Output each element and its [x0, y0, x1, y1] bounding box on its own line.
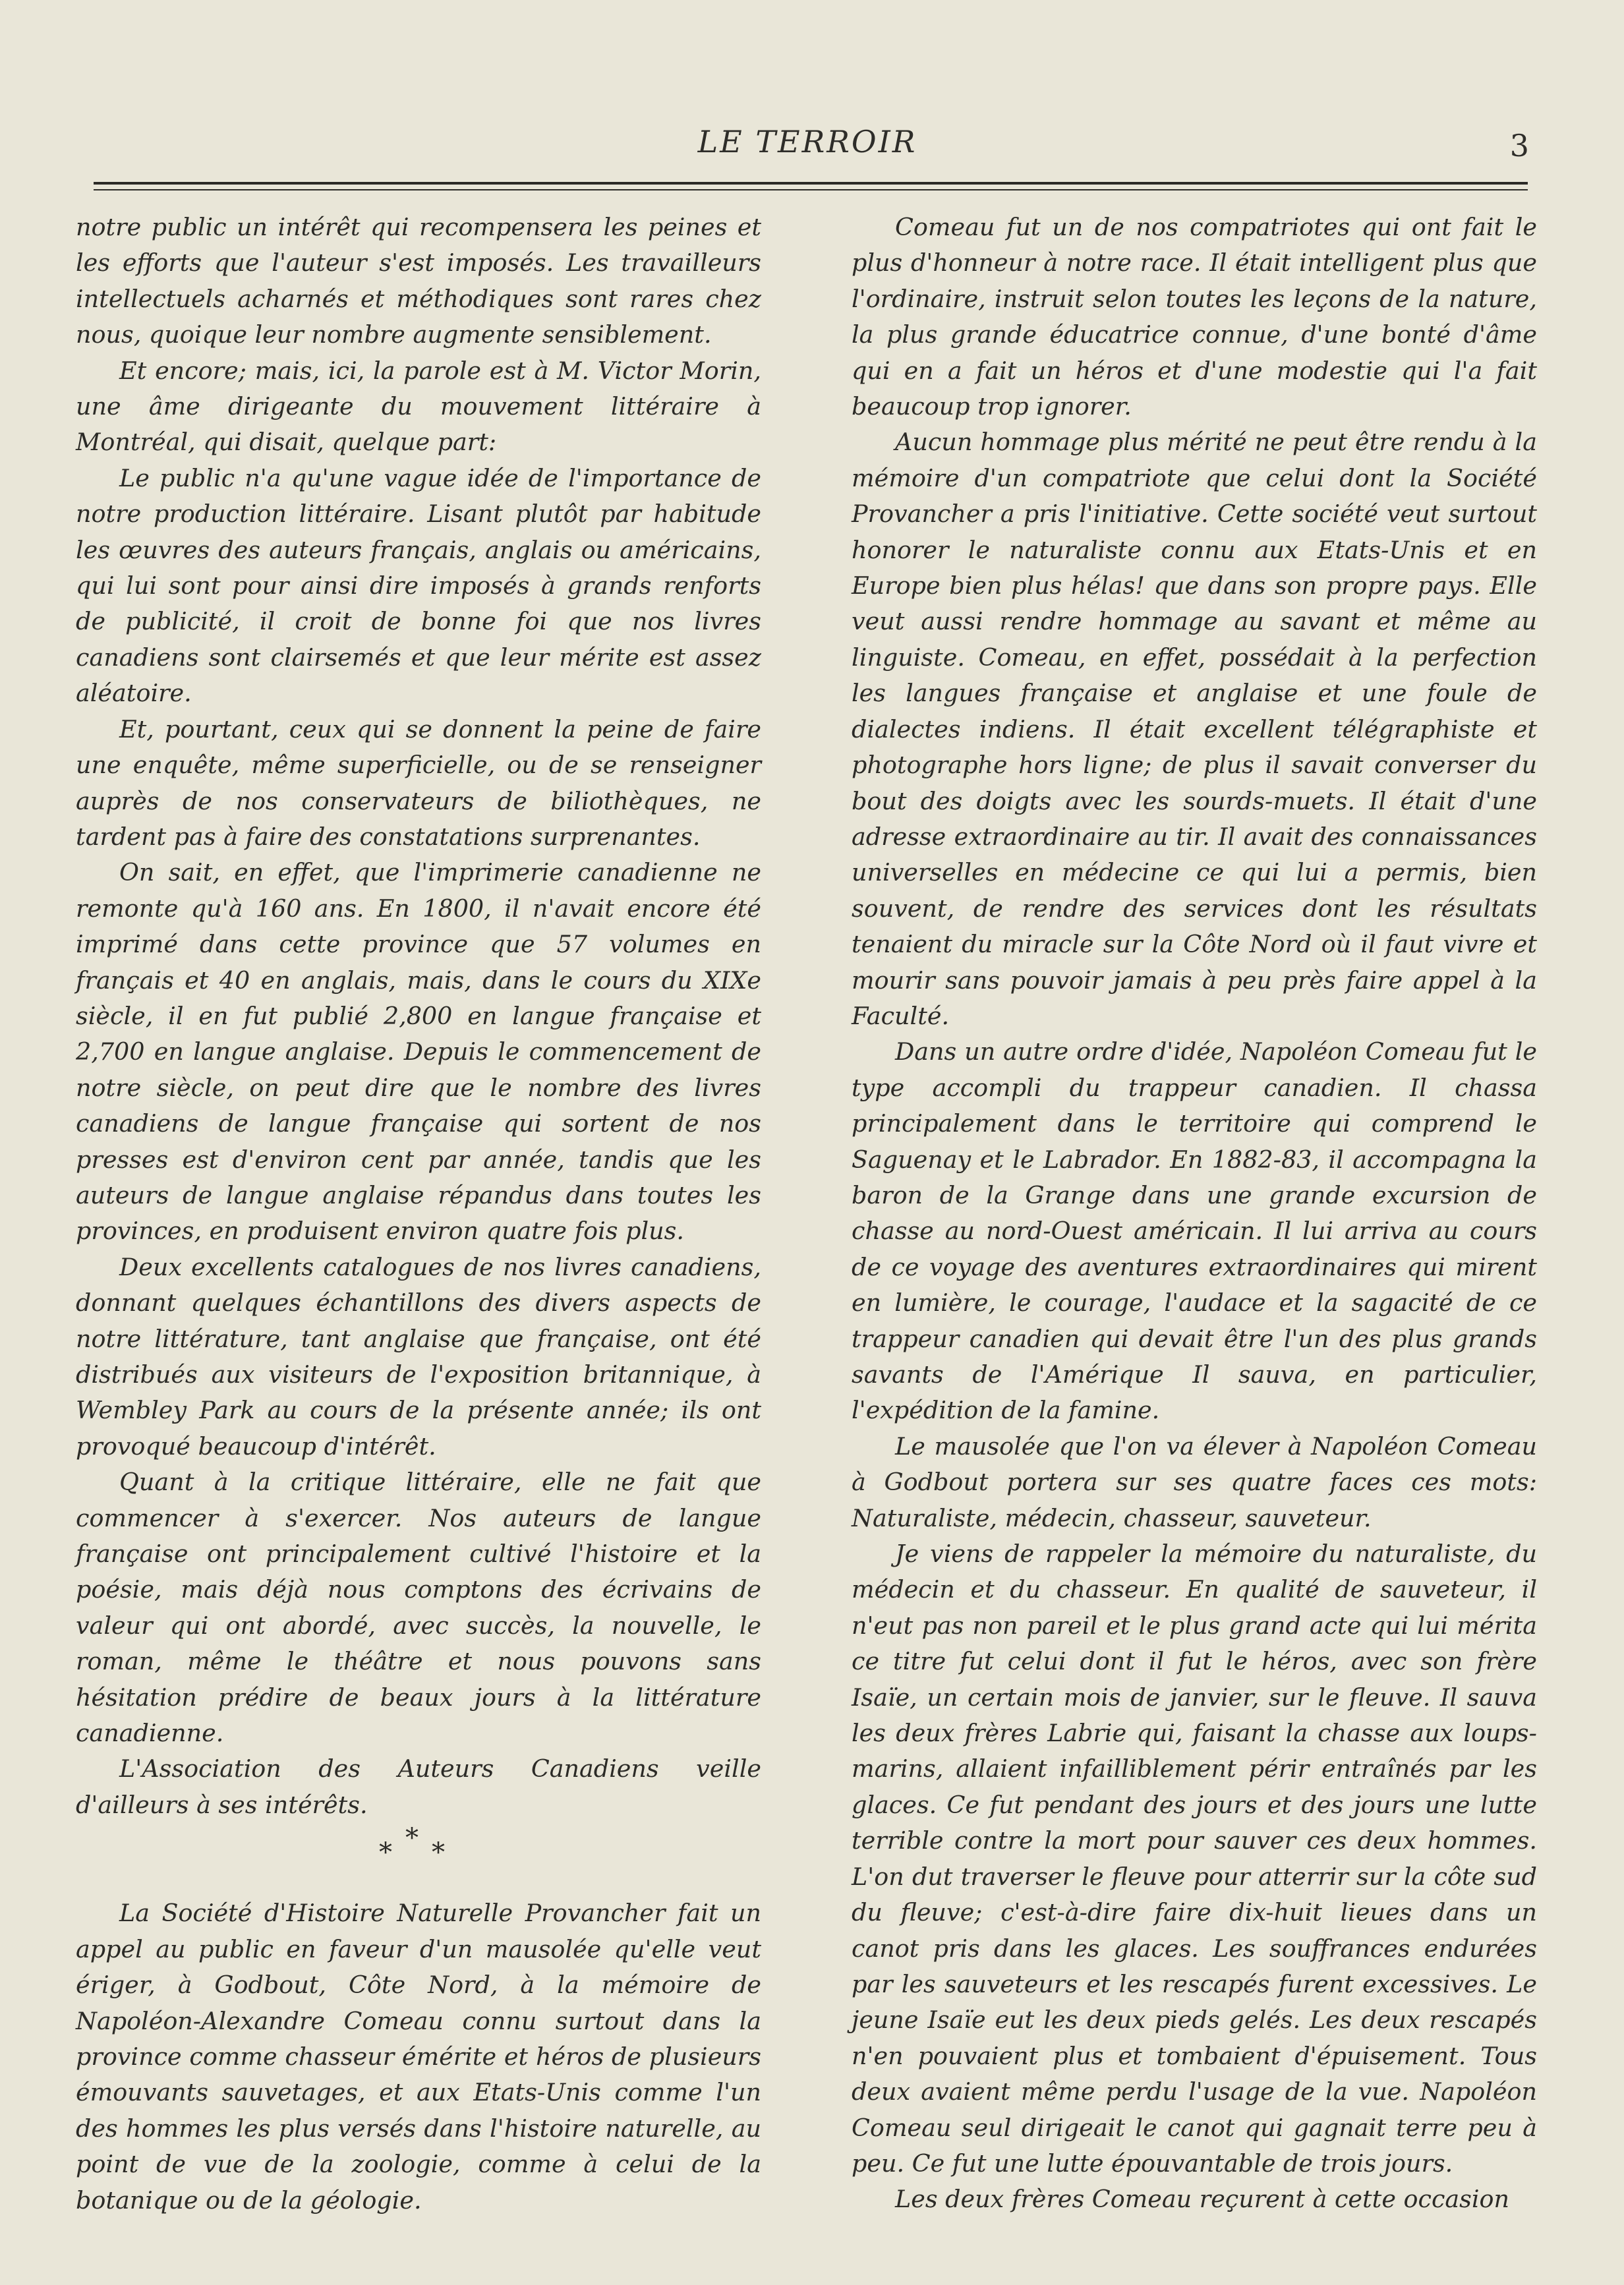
- running-title: LE TERROIR: [697, 124, 917, 159]
- right-column: [852, 210, 1537, 2218]
- paragraph: Le public n'a qu'une vague idée de l'importance de notre production littéraire. Lisant plutôt par habitude les œuvres des auteurs français, anglais ou américains, qui lui sont pour ainsi dire imposés à grands renforts de publicité, il croit de bonne foi que nos livres canadiens sont clairsemés et que leur mérite est assez aléatoire.: [76, 463, 761, 708]
- paragraph: Dans un autre ordre d'idée, Napoléon Comeau fut le type accompli du trappeur canadien. Il chassa principalement dans le territoire qui comprend le Saguenay et le Labrador. En 1882-83, il accompagna la baron de la Grange dans une grande excursion de chasse au nord-Ouest américain. Il lui arriva au cours de ce voyage des aventures extraordinaires qui mirent en lumière, le courage, l'audace et la sagacité de ce trappeur canadien qui devait être l'un des plus grands savants de l'Amérique Il sauva, en particulier, l'expédition de la famine.: [852, 1037, 1537, 1425]
- paragraph: Les deux frères Comeau reçurent à cette occasion: [895, 2185, 1510, 2214]
- asterisk: *: [432, 1837, 445, 1868]
- header-rule-thick: [94, 182, 1528, 185]
- section-separator-asterism: [76, 1823, 761, 1895]
- paragraph: notre public un intérêt qui recompensera les peines et les efforts que l'auteur s'est imposés. Les travailleurs intellectuels acharnés et méthodiques sont rares chez nous, quoique leur nombre augmente sensiblement.: [76, 213, 761, 349]
- page-number: 3: [1509, 128, 1529, 163]
- paragraph: La Société d'Histoire Naturelle Provancher fait un appel au public en faveur d'un mausolée qu'elle veut ériger, à Godbout, Côte Nord, à la mémoire de Napoléon-Alexandre Comeau connu surtout dans la province comme chasseur émérite et héros de plusieurs émouvants sauvetages, et aux Etats-Unis comme l'un des hommes les plus versés dans l'histoire naturelle, au point de vue de la zoologie, comme à celui de la botanique ou de la géologie.: [76, 1899, 761, 2214]
- paragraph: Aucun hommage plus mérité ne peut être rendu à la mémoire d'un compatriote que celui dont la Société Provancher a pris l'initiative. Cette société veut surtout honorer le naturaliste connu aux Etats-Unis et en Europe bien plus hélas! que dans son propre pays. Elle veut aussi rendre hommage au savant et même au linguiste. Comeau, en effet, possédait à la perfection les langues française et anglaise et une foule de dialectes indiens. Il était excellent télégraphiste et photographe hors ligne; de plus il savait converser du bout des doigts avec les sourds-muets. Il était d'une adresse extraordinaire au tir. Il avait des connaissances universelles en médecine ce qui lui a permis, bien souvent, de rendre des services dont les résultats tenaient du miracle sur la Côte Nord où il faut vivre et mourir sans pouvoir jamais à peu près faire appel à la Faculté.: [852, 428, 1537, 1030]
- left-column: [76, 210, 761, 2218]
- paragraph: On sait, en effet, que l'imprimerie canadienne ne remonte qu'à 160 ans. En 1800, il n'avait encore été imprimé dans cette province que 57 volumes en français et 40 en anglais, mais, dans le cours du XIXe siècle, il en fut publié 2,800 en langue française et 2,700 en langue anglaise. Depuis le commencement de notre siècle, on peut dire que le nombre des livres canadiens de langue française qui sortent de nos presses est d'environ cent par année, tandis que les auteurs de langue anglaise répandus dans toutes les provinces, en produisent environ quatre fois plus.: [76, 858, 761, 1246]
- paragraph: Quant à la critique littéraire, elle ne fait que commencer à s'exercer. Nos auteurs de langue française ont principalement cultivé l'histoire et la poésie, mais déjà nous comptons des écrivains de valeur qui ont abordé, avec succès, la nouvelle, le roman, même le théâtre et nous pouvons sans hésitation prédire de beaux jours à la littérature canadienne.: [76, 1468, 761, 1748]
- paragraph: Le mausolée que l'on va élever à Napoléon Comeau à Godbout portera sur ses quatre faces ces mots: Naturaliste, médecin, chasseur, sauveteur.: [852, 1432, 1537, 1532]
- page-header: [86, 124, 1529, 170]
- paragraph: Comeau fut un de nos compatriotes qui ont fait le plus d'honneur à notre race. Il était intelligent plus que l'ordinaire, instruit selon toutes les leçons de la nature, la plus grande éducatrice connue, d'une bonté d'âme qui en a fait un héros et d'une modestie qui l'a fait beaucoup trop ignorer.: [852, 213, 1537, 421]
- asterisk: *: [405, 1823, 419, 1854]
- header-rule-thin: [94, 189, 1528, 190]
- asterisk: *: [379, 1837, 392, 1868]
- paragraph: Et encore; mais, ici, la parole est à M. Victor Morin, une âme dirigeante du mouvement littéraire à Montréal, qui disait, quelque part:: [76, 356, 761, 457]
- paragraph: L'Association des Auteurs Canadiens veille d'ailleurs à ses intérêts.: [76, 1754, 761, 1819]
- paragraph: Et, pourtant, ceux qui se donnent la peine de faire une enquête, même superficielle, ou de se renseigner auprès de nos conservateurs de biliothèques, ne tardent pas à faire des constatations surprenantes.: [76, 714, 761, 851]
- paragraph: Deux excellents catalogues de nos livres canadiens, donnant quelques échantillons des divers aspects de notre littérature, tant anglaise que française, ont été distribués aux visiteurs de l'exposition britannique, à Wembley Park au cours de la présente année; ils ont provoqué beaucoup d'intérêt.: [76, 1252, 761, 1461]
- paragraph: Je viens de rappeler la mémoire du naturaliste, du médecin et du chasseur. En qualité de sauveteur, il n'eut pas non pareil et le plus grand acte qui lui mérita ce titre fut celui dont il fut le héros, avec son frère Isaïe, un certain mois de janvier, sur le fleuve. Il sauva les deux frères Labrie qui, faisant la chasse aux loups-marins, allaient infailliblement périr entraînés par les glaces. Ce fut pendant des jours et des jours une lutte terrible contre la mort pour sauver ces deux hommes. L'on dut traverser le fleuve pour atterrir sur la côte sud du fleuve; c'est-à-dire faire dix-huit lieues dans un canot pris dans les glaces. Les souffrances endurées par les sauveteurs et les rescapés furent excessives. Le jeune Isaïe eut les deux pieds gelés. Les deux rescapés n'en pouvaient plus et tombaient d'épuisement. Tous deux avaient même perdu l'usage de la vue. Napoléon Comeau seul dirigeait le canot qui gagnait terre peu à peu. Ce fut une lutte épouvantable de trois jours.: [852, 1540, 1537, 2178]
